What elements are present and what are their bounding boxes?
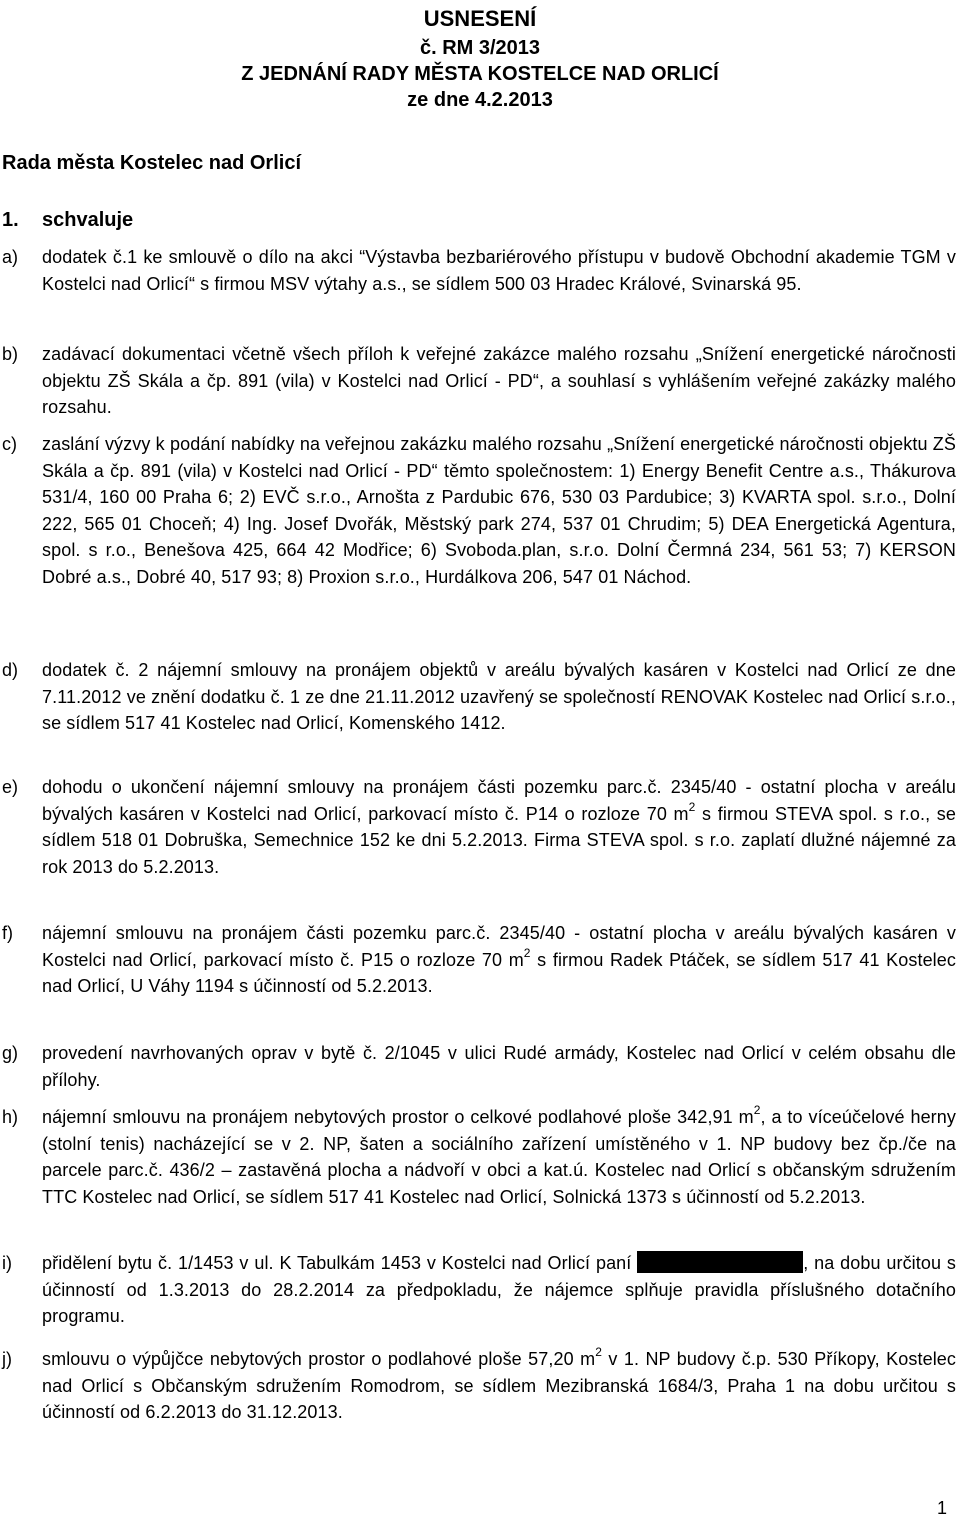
item-text-part: s firmou STEVA spol. s r.o., se sídlem 518 01 Dobruška, Semechnice 152 ke dni 5.2.2013. Firma STEVA spol. s r.o. zaplatí dlužné nájemné za rok 2013 do 5.2.2013. xyxy=(42,803,956,877)
meeting-date: ze dne 4.2.2013 xyxy=(407,89,553,111)
page-number: 1 xyxy=(937,1498,948,1518)
redacted-name-block xyxy=(637,1251,803,1273)
item-letter: h) xyxy=(2,1107,19,1127)
item-letter: c) xyxy=(2,434,17,454)
item-text xyxy=(42,920,956,1000)
item-letter: b) xyxy=(2,344,19,364)
document-title: USNESENÍ xyxy=(423,6,537,31)
item-text-part: smlouvu o výpůjčce nebytových prostor o podlahové ploše 57,20 m xyxy=(42,1349,596,1369)
item-text-part: přidělení bytu č. 1/1453 v ul. K Tabulkám 1453 v Kostelci nad Orlicí paní xyxy=(42,1253,638,1273)
item-text-part: v 1. NP budovy č.p. 530 Příkopy, Kostelec nad Orlicí s Občanským sdružením Romodrom, se sídlem Mezibranská 1684/3, Praha 1 na dobu určitou s účinností od 6.2.2013 do 31.12.2013. xyxy=(42,1349,956,1423)
item-text xyxy=(42,774,956,880)
section-number: 1. xyxy=(2,209,19,231)
resolution-item-g xyxy=(2,1040,956,1093)
meeting-heading: Z JEDNÁNÍ RADY MĚSTA KOSTELCE NAD ORLICÍ xyxy=(241,63,719,85)
item-text: dodatek č. 2 nájemní smlouvy na pronájem objektů v areálu bývalých kasáren v Kostelci nad Orlicí ze dne 7.11.2012 ve znění dodatku č. 1 ze dne 21.11.2012 uzavřený se společností RENOVAK Kostelec nad Orlicí s.r.o., se sídlem 517 41 Kostelec nad Orlicí, Komenského 1412. xyxy=(42,660,956,734)
item-letter: g) xyxy=(2,1043,19,1063)
item-letter: f) xyxy=(2,923,13,943)
item-text-part: dohodu o ukončení nájemní smlouvy na pronájem části pozemku parc.č. 2345/40 - ostatní plocha v areálu bývalých kasáren v Kostelci nad Orlicí, parkovací místo č. P14 o rozloze 70 m xyxy=(42,777,956,824)
item-text xyxy=(42,1250,956,1330)
item-letter: a) xyxy=(2,247,19,267)
item-text: zadávací dokumentaci včetně všech příloh k veřejné zakázce malého rozsahu „Snížení energetické náročnosti objektu ZŠ Skála a čp. 891 (vila) v Kostelci nad Orlicí - PD“, a souhlasí s vyhlášením veřejné zakázky malého rozsahu. xyxy=(42,344,956,418)
resolution-item-h xyxy=(2,1104,956,1210)
resolution-item-c xyxy=(2,431,956,591)
section-label: schvaluje xyxy=(42,209,134,231)
resolution-number: č. RM 3/2013 xyxy=(419,37,541,59)
item-letter: d) xyxy=(2,660,19,680)
item-text-part: , a to víceúčelové herny (stolní tenis) nacházející se v 2. NP, šaten a sociálního zařízení umístěného v 1. NP budovy bez čp./če na parcele parc.č. 436/2 – zastavěná plocha a nádvoří v obci a kat.ú. Kostelec nad Orlicí s občanským sdružením TTC Kostelec nad Orlicí, se sídlem 517 41 Kostelec nad Orlicí, Solnická 1373 s účinností od 5.2.2013. xyxy=(42,1107,956,1207)
item-text: provedení navrhovaných oprav v bytě č. 2/1045 v ulici Rudé armády, Kostelec nad Orlicí v celém obsahu dle přílohy. xyxy=(42,1043,956,1090)
item-text xyxy=(42,1104,956,1210)
item-text xyxy=(42,1346,956,1426)
item-text: dodatek č.1 ke smlouvě o dílo na akci “Výstavba bezbariérového přístupu v budově Obchodní akademie TGM v Kostelci nad Orlicí“ s firmou MSV výtahy a.s., se sídlem 500 03 Hradec Králové, Svinarská 95. xyxy=(42,247,956,294)
resolution-item-e xyxy=(2,774,956,880)
resolution-item-f xyxy=(2,920,956,1000)
superscript: 2 xyxy=(523,945,531,960)
item-text-part: nájemní smlouvu na pronájem nebytových prostor o celkové podlahové ploše 342,91 m xyxy=(42,1107,754,1127)
resolution-item-a xyxy=(2,244,956,297)
item-text-part: , na dobu určitou s účinností od 1.3.2013 do 28.2.2014 za předpokladu, že nájemce splňuje pravidla příslušného dotačního programu. xyxy=(42,1253,956,1327)
section-heading xyxy=(2,207,133,233)
item-letter: e) xyxy=(2,777,19,797)
resolution-item-j xyxy=(2,1346,956,1426)
resolution-item-b xyxy=(2,341,956,421)
item-text: zaslání výzvy k podání nabídky na veřejnou zakázku malého rozsahu „Snížení energetické náročnosti objektu ZŠ Skála a čp. 891 (vila) v Kostelci nad Orlicí - PD“ těmto společnostem: 1) Energy Benefit Centre a.s., Thákurova 531/4, 160 00 Praha 6; 2) EVČ s.r.o., Arnošta z Pardubic 676, 530 03 Pardubice; 3) KVARTA spol. s.r.o., Dolní 222, 565 01 Choceň; 4) Ing. Josef Dvořák, Městský park 274, 537 01 Chrudim; 5) DEA Energetická Agentura, spol. s r.o., Benešova 425, 664 42 Modřice; 6) Svoboda.plan, s.r.o. Dolní Čermná 234, 561 53; 7) KERSON Dobré a.s., Dobré 40, 517 93; 8) Proxion s.r.o., Hurdálkova 206, 547 01 Náchod. xyxy=(42,434,956,587)
item-letter: j) xyxy=(2,1349,12,1369)
item-text-part: s firmou Radek Ptáček, se sídlem 517 41 Kostelec nad Orlicí, U Váhy 1194 s účinností od 5.2.2013. xyxy=(42,949,956,997)
council-name: Rada města Kostelec nad Orlicí xyxy=(2,152,302,174)
superscript: 2 xyxy=(688,799,696,814)
resolution-item-i xyxy=(2,1250,956,1330)
superscript: 2 xyxy=(753,1103,761,1117)
superscript: 2 xyxy=(595,1345,602,1359)
item-letter: i) xyxy=(2,1253,12,1273)
resolution-item-d xyxy=(2,657,956,737)
item-text-part: nájemní smlouvu na pronájem části pozemku parc.č. 2345/40 - ostatní plocha v areálu bývalých kasáren v Kostelci nad Orlicí, parkovací místo č. P15 o rozloze 70 m xyxy=(42,923,956,970)
